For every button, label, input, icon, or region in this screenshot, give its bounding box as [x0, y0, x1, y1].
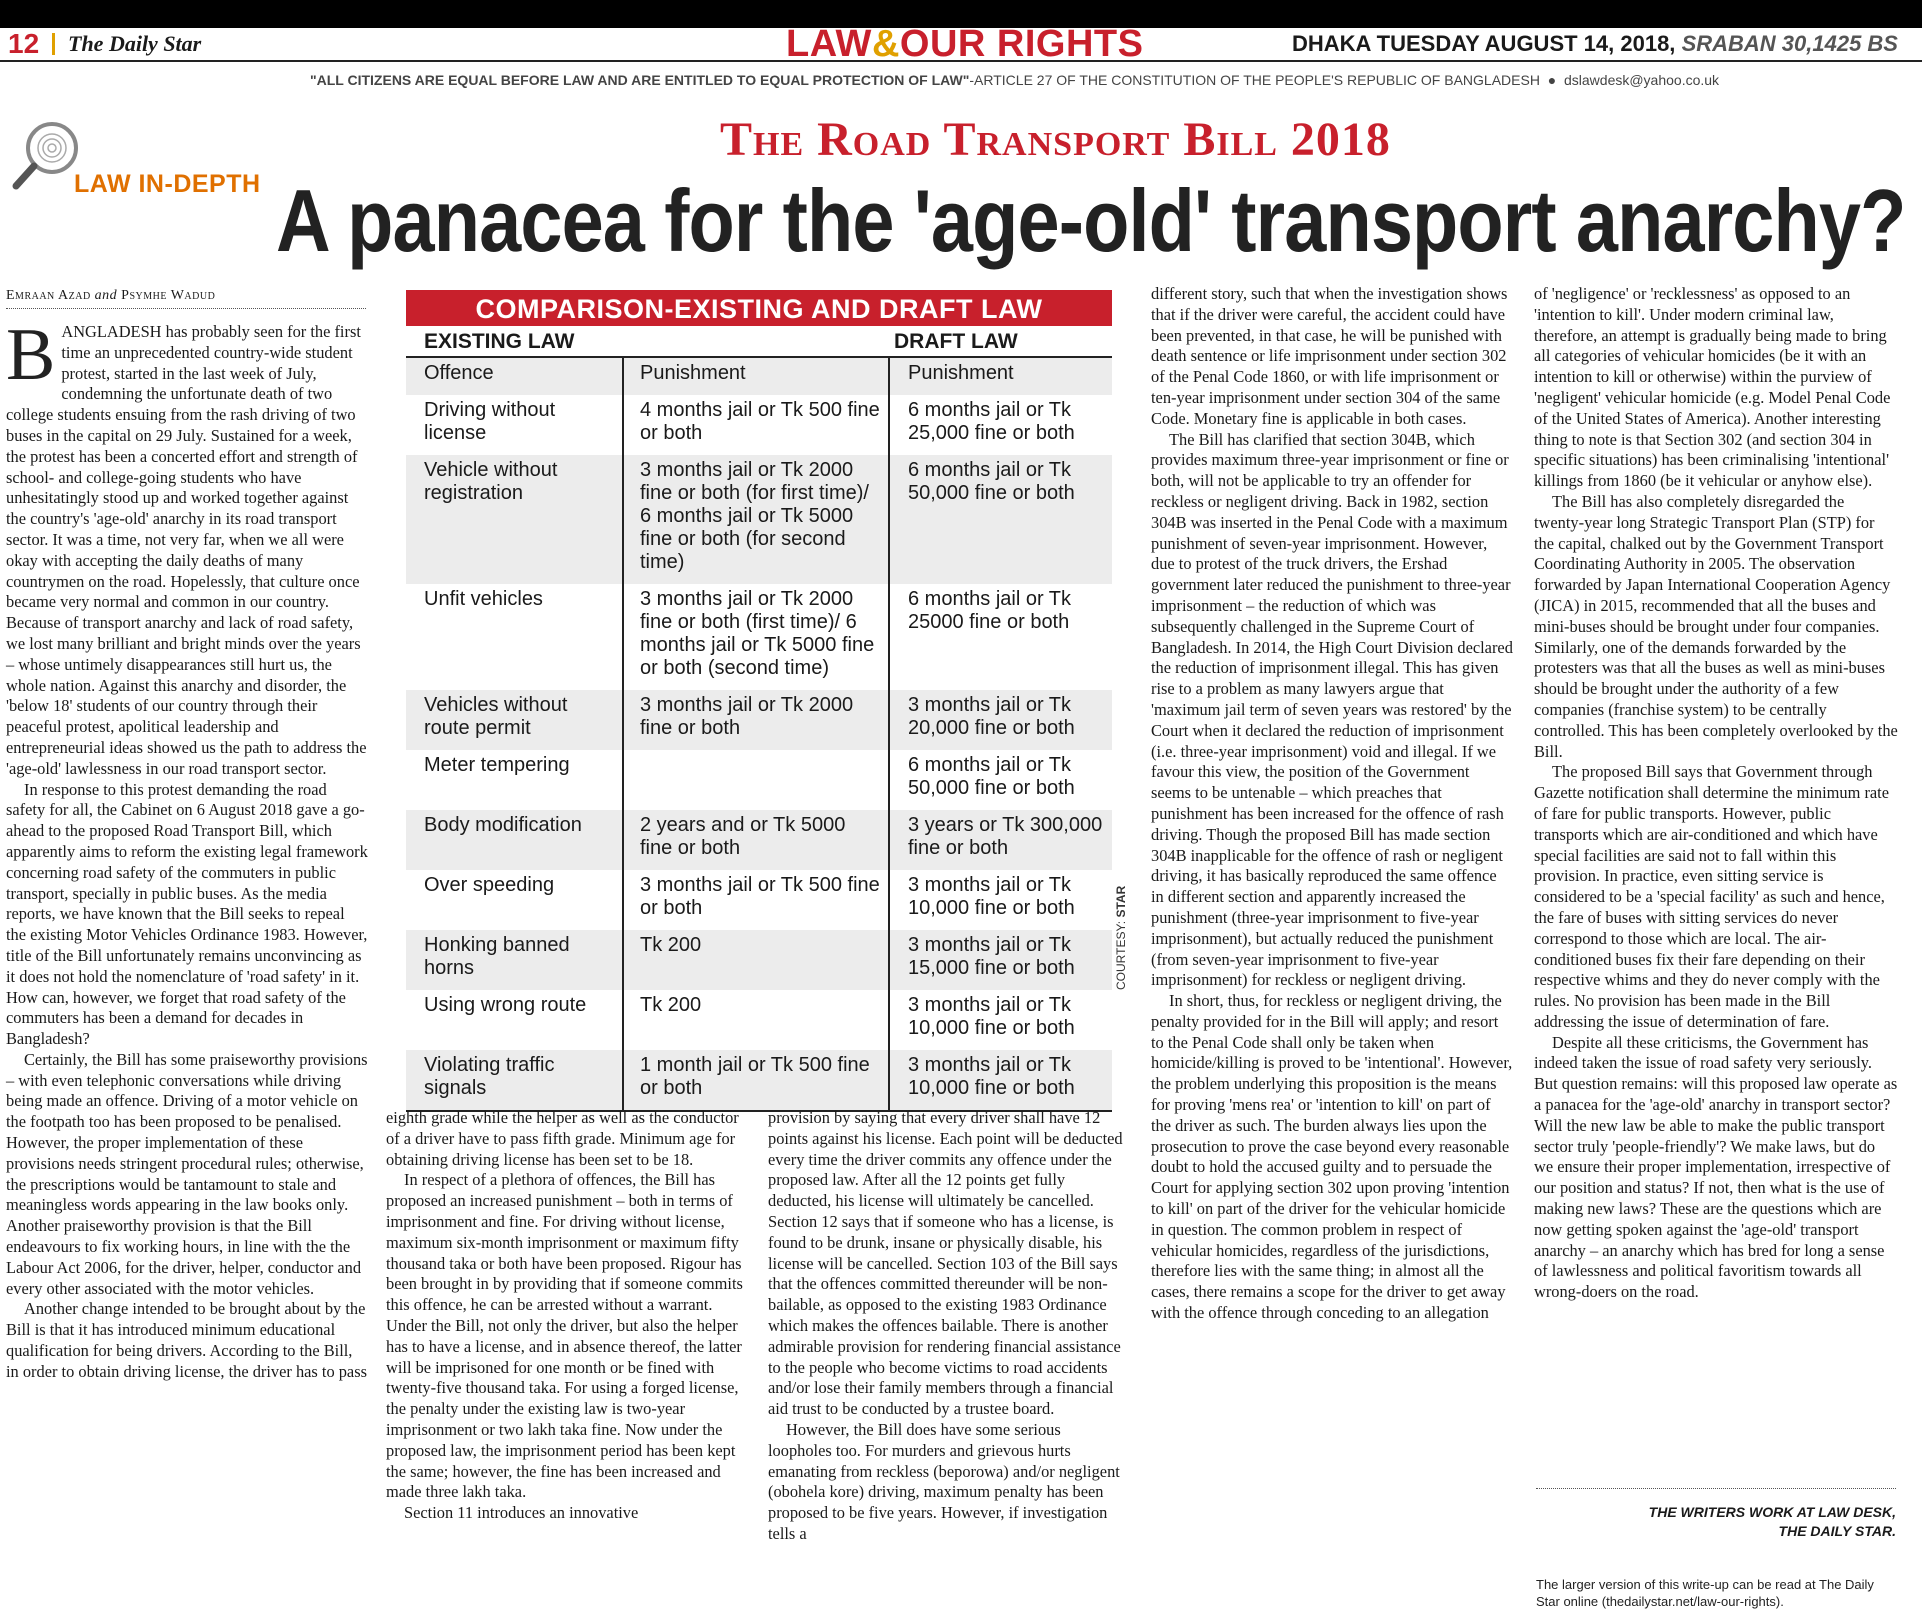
column-header-offence: Offence: [406, 358, 623, 395]
existing-law-cell: 3 months jail or Tk 2000 fine or both: [623, 690, 889, 750]
courtesy-source: STAR: [1114, 885, 1128, 918]
draft-law-cell: 6 months jail or Tk 25,000 fine or both: [908, 399, 1075, 444]
offence-cell: Meter tempering: [406, 750, 623, 810]
table-row: [406, 455, 1112, 584]
dateline-date: DHAKA TUESDAY AUGUST 14, 2018,: [1291, 31, 1676, 56]
dateline-bengali-date: SRABAN 30,1425 BS: [1681, 31, 1898, 56]
existing-law-cell: 3 months jail or Tk 2000 fine or both (first time)/ 6 months jail or Tk 5000 fine or both (second time): [623, 584, 889, 690]
article-paragraph: In respect of a plethora of offences, the Bill has proposed an increased punishment – both in terms of imprisonment and fine. For driving without license, maximum six-month imprisonment or maximum fifty thousand taka or both have been proposed. Rigour has been brought in by providing that if someone commits this offence, he can be arrested without a warrant. Under the Bill, not only the driver, but also the helper has to have a license, and in absence thereof, the latter will be imprisoned for one month or be fined with twenty-five thousand taka. For using a forged license, the penalty under the existing law is two-year imprisonment or two lakh taka fine. Now under the proposed law, the imprisonment period has been kept the same; however, the fine has been increased and made three lakh taka.: [386, 1170, 743, 1502]
table-row: [406, 750, 1112, 810]
offence-cell: Unfit vehicles: [406, 584, 623, 690]
article-paragraph: The proposed Bill says that Government through Gazette notification shall determine the minimum rate of fare for public transports. However, public transports which are air-conditioned and which have special facilities are said not to fall within this provision. In practice, even sitting service is considered to be a 'special facility' as such and hence, the fare of buses with sitting services do never correspond to those which are local. The air-conditioned buses fix their fare depending on their respective whims and they do never comply with the rules. No provision has been made in the Bill addressing the issue of determination of fare.: [1534, 762, 1890, 1031]
section-title: [786, 24, 1143, 64]
draft-law-cell: 3 months jail or Tk 20,000 fine or both: [889, 690, 1112, 750]
table-row: [406, 1050, 1112, 1111]
existing-law-cell: Tk 200: [623, 990, 889, 1050]
offence-cell: Vehicle without registration: [406, 455, 623, 584]
table-row: [406, 870, 1112, 930]
comparison-table: [406, 290, 1112, 1112]
table-title: COMPARISON-EXISTING AND DRAFT LAW: [406, 290, 1112, 326]
offence-cell: Vehicles without route permit: [406, 690, 623, 750]
article-headline: A panacea for the 'age-old' transport anarchy?: [276, 171, 1906, 270]
masthead: [0, 23, 1922, 65]
existing-law-cell: 4 months jail or Tk 500 fine or both: [623, 395, 889, 455]
offence-cell: Over speeding: [406, 870, 623, 930]
online-version-note: The larger version of this write-up can be read at The Daily Star online (thedailystar.net/law-our-rights).: [1536, 1577, 1874, 1609]
draft-law-cell: 3 months jail or Tk 10,000 fine or both: [889, 1050, 1112, 1111]
article-paragraph: different story, such that when the investigation shows that if the driver were careful, the accident could have been prevented, in that case, he will be punished with death sentence or life imprisonment under section 302 of the Penal Code 1860, or with life imprisonment or ten-year imprisonment under section 304 of the same Code. Monetary fine is applicable in both cases.: [1151, 284, 1508, 428]
existing-law-cell: [623, 750, 889, 810]
article-column-2: [386, 1108, 744, 1524]
existing-law-label: EXISTING LAW: [424, 330, 575, 353]
existing-law-cell: 3 months jail or Tk 2000 fine or both (for first time)/ 6 months jail or Tk 5000 fine or both (for second time): [623, 455, 889, 584]
draft-law-label: DRAFT LAW: [894, 330, 1018, 353]
draft-law-cell: 3 months jail or Tk 10,000 fine or both: [908, 874, 1075, 919]
dateline: [1292, 28, 1898, 60]
article-paragraph: eighth grade while the helper as well as the conductor of a driver have to pass fifth grade. Minimum age for obtaining driving license has been set to be 18.: [386, 1108, 739, 1169]
section-title-rights: OUR RIGHTS: [899, 23, 1144, 65]
draft-law-cell: 3 months jail or Tk 15,000 fine or both: [889, 930, 1112, 990]
article-paragraph: [6, 314, 368, 780]
article-column-3: [768, 1108, 1128, 1545]
offence-cell: Violating traffic signals: [406, 1050, 623, 1111]
photo-courtesy: [1114, 886, 1128, 990]
table-group-header: [406, 326, 1112, 358]
draft-law-cell: 6 months jail or Tk 50,000 fine or both: [889, 455, 1112, 584]
section-title-amp: &: [871, 23, 900, 65]
author-1: Emraan Azad: [6, 288, 91, 303]
offence-cell: Honking banned horns: [406, 930, 623, 990]
offence-cell: Using wrong route: [406, 990, 623, 1050]
article-paragraph: Another change intended to be brought about by the Bill is that it has introduced minimum educational qualification for being drivers. According to the Bill, in order to obtain driving license, the driver has to pass: [6, 1299, 367, 1381]
article-paragraph: In short, thus, for reckless or negligent driving, the penalty provided for in the Bill will apply; and resort to the Penal Code shall only be taken when homicide/killing is proved to be 'intentional'. However, the problem underlying this proposition is the means for proving 'mens rea' or 'intention to kill' on part of the driver as such. The burden always lies upon the prosecution to prove the case beyond every reasonable doubt to hold the accused guilty and to persuade the Court for applying section 302 upon proving 'intention to kill' on part of the driver for the vehicular homicide in question. The common problem in respect of vehicular homicides, regardless of the jurisdictions, therefore lies with the same thing; in almost all the cases, there remains a scope for the driver to get away with the offence through conceding to an allegation: [1151, 991, 1513, 1323]
signoff-line-2: THE DAILY STAR.: [1778, 1523, 1896, 1539]
article-kicker: The Road Transport Bill 2018: [720, 113, 1391, 166]
article-column-1: [6, 314, 368, 1383]
paper-logo: The Daily Star: [68, 31, 202, 56]
table-row: [406, 690, 1112, 750]
draft-law-cell: 6 months jail or Tk 50,000 fine or both: [908, 754, 1075, 799]
article-paragraph: Section 11 introduces an innovative: [404, 1503, 639, 1523]
byline: [6, 288, 366, 309]
article-paragraph: However, the Bill does have some serious loopholes too. For murders and grievous hurts emanating from reckless (beporowa) and/or negligent (obohela kore) driving, maximum penalty has been proposed to be five years. However, if investigation tells a: [768, 1419, 1120, 1543]
writers-signoff: [1536, 1488, 1896, 1541]
offence-cell: Driving without license: [406, 395, 623, 455]
motto-quote: "ALL CITIZENS ARE EQUAL BEFORE LAW AND ARE ENTITLED TO EQUAL PROTECTION OF LAW": [310, 72, 970, 88]
article-paragraph: The Bill has clarified that section 304B, which provides maximum three-year imprisonment or fine or both, will not be applicable to try an offender for reckless or negligent driving. Back in 1982, section 304B was inserted in the Penal Code with a maximum punishment of seven-year imprisonment. However, due to protest of the truck drivers, the Ershad government later reduced the punishment to three-year imprisonment – the reduction of which was subsequently challenged in the Supreme Court of Bangladesh. In 2014, the High Court Division declared the reduction of imprisonment illegal. This has given rise to a problem as many lawyers argue that 'maximum jail term of seven years was restored' by the Court when it declared the reduction of imprisonment (i.e. three-year imprisonment) void and illegal. If we favour this view, the position of the Government seems to be untenable – which preaches that punishment has been increased for the offence of rash driving. Though the proposed Bill has made section 304B inapplicable for the offence of rash or negligent driving, it has basically reproduced the same offence in different section and apparently increased the punishment (three-year imprisonment to five-year imprisonment), but actually reduced the punishment (from seven-year imprisonment to five-year imprisonment) for reckless or negligent driving.: [1151, 429, 1513, 990]
signoff-line-1: THE WRITERS WORK AT LAW DESK,: [1648, 1504, 1896, 1520]
table-row: [406, 395, 1112, 455]
comparison-table-grid: [406, 358, 1112, 1112]
page-number: 12: [8, 28, 40, 59]
courtesy-label: COURTESY:: [1114, 920, 1128, 990]
article-paragraph: In response to this protest demanding the road safety for all, the Cabinet on 6 August 2018 gave a go-ahead to the proposed Road Transport Bill, which apparently aims to reform the existing legal framework concerning road safety of the commuters in public transport, specially in public buses. As the media reports, we have known that the Bill seeks to repeal the existing Motor Vehicles Ordinance 1983. However, title of the Bill unfortunately remains unconvincing as it does not hold the nomenclature of 'road safety' in it. How can, however, we forget that road safety of the commuters has been a demand for decades in Bangladesh?: [6, 779, 368, 1049]
offence-cell: Body modification: [406, 810, 623, 870]
motto-source: -ARTICLE 27 OF THE CONSTITUTION OF THE PEOPLE'S REPUBLIC OF BANGLADESH: [969, 72, 1540, 88]
existing-law-cell: Tk 200: [623, 930, 889, 990]
author-2: Psymhe Wadud: [121, 288, 216, 303]
existing-law-cell: 1 month jail or Tk 500 fine or both: [623, 1050, 889, 1111]
table-row: [406, 990, 1112, 1050]
article-paragraph: of 'negligence' or 'recklessness' as opposed to an 'intention to kill'. Under modern criminal law, therefore, an attempt is gradually being made to bring all categories of vehicular homicides (be it with an intention to kill or otherwise) within the purview of 'negligent' vehicular homicide (e.g. Model Penal Code of the United States of America). Another interesting thing to note is that Section 302 (and section 304 in specific situations) has been criminalising 'intentional' killings from 1860 (be it vehicular or anyhow else).: [1534, 284, 1891, 491]
article-column-4: [1151, 284, 1513, 1324]
table-row: [406, 930, 1112, 990]
article-paragraph: Despite all these criticisms, the Government has indeed taken the issue of road safety very seriously. But question remains: will this proposed law operate as a panacea for the 'age-old' anarchy in transport sector? Will the new law be able to make the public transport sector truly 'people-friendly'? We make laws, but do we ensure their proper implementation, irrespective of our position and status? If not, then what is the use of making new laws? These are the questions which are now getting spoken against the 'age-old' transport anarchy – an anarchy which has bred for long a sense of lawlessness and political favoritism towards all wrong-doers on the road.: [1534, 1032, 1898, 1302]
article-paragraph: Certainly, the Bill has some praiseworthy provisions – with even telephonic conversations while driving being made an offence. Driving of a motor vehicle on the footpath too has been proposed to be penalised. However, the proper implementation of these provisions needs stringent procedural rules; otherwise, the prescriptions would be tantamount to stale and meaningless words appearing in the law books only. Another praiseworthy provision is that the Bill endeavours to fix working hours, in line with the the Labour Act 2006, for the driver, helper, conductor and every other associated with the motor vehicles.: [6, 1049, 368, 1298]
law-in-depth-badge: LAW IN-DEPTH: [74, 170, 261, 198]
article-paragraph: provision by saying that every driver shall have 12 points against his license. Each point will be deducted every time the driver commits any offence under the proposed law. After all the 12 points get fully deducted, his license will ultimately be cancelled. Section 12 says that if someone who has a license, is found to be drunk, insane or physically disable, his license will be cancelled. Section 103 of the Bill says that the offences committed thereunder will be non-bailable, as opposed to the existing 1983 Ordinance which makes the offences bailable. There is another admirable provision for rendering financial assistance to the people who become victims to road accidents and/or lose their family members through a financial aid trust to be conducted by a trustee board.: [768, 1108, 1123, 1419]
page-separator: [52, 33, 55, 55]
constitution-motto: [310, 72, 1720, 88]
column-header-draft-punishment: Punishment: [889, 358, 1112, 395]
draft-law-cell: 3 months jail or Tk 10,000 fine or both: [908, 994, 1075, 1039]
section-title-law: LAW: [786, 23, 872, 65]
existing-law-cell: 2 years and or Tk 5000 fine or both: [623, 810, 889, 870]
table-row: [406, 584, 1112, 690]
motto-bullet: ●: [1547, 72, 1557, 88]
column-header-existing-punishment: Punishment: [623, 358, 889, 395]
article-column-5: [1534, 284, 1898, 1303]
table-header-row: [406, 358, 1112, 395]
existing-law-cell: 3 months jail or Tk 500 fine or both: [623, 870, 889, 930]
article-paragraph: The Bill has also completely disregarded the twenty-year long Strategic Transport Plan (STP) for the capital, chalked out by the Government Transport Coordinating Authority in 2005. The observation forwarded by Japan International Cooperation Agency (JICA) in 2015, recommended that all the buses and mini-buses should be brought under four companies. Similarly, one of the demands forwarded by the protesters was that all the buses as well as mini-buses should be brought under the authority of a few companies (franchise system) to be centrally controlled. This has been completely overlooked by the Bill.: [1534, 491, 1898, 761]
draft-law-cell: 3 years or Tk 300,000 fine or both: [889, 810, 1112, 870]
contact-email: dslawdesk@yahoo.co.uk: [1563, 72, 1720, 88]
paragraph-text: ANGLADESH has probably seen for the first time an unprecedented country-wide student protest, started in the last week of July, condemning the unfortunate death of two college students ensuing from the rash driving of two buses in the capital on 29 July. Sustained for a week, the protest has been a concerted effort and strength of school- and college-going students who have unhesitatingly stood up and worked together against the country's 'age-old' anarchy in its road transport sector. It was a time, not very far, when we all were okay with accepting the daily deaths of many countrymen on the road. Hopelessly, that culture once became very normal and common in our country. Because of transport anarchy and lack of road safety, we lost many brilliant and bright minds over the years – whose untimely disappearances still hurt us, the whole nation. Against this anarchy and disorder, the 'below 18' students of our country through their peaceful protest, apolitical leadership and entrepreneurial ideas showed us the path to address the 'age-old' lawlessness in our road transport sector.: [6, 322, 367, 778]
drop-cap: B: [6, 314, 56, 396]
byline-and: and: [94, 288, 118, 303]
draft-law-cell: 6 months jail or Tk 25000 fine or both: [908, 588, 1072, 633]
table-row: [406, 810, 1112, 870]
